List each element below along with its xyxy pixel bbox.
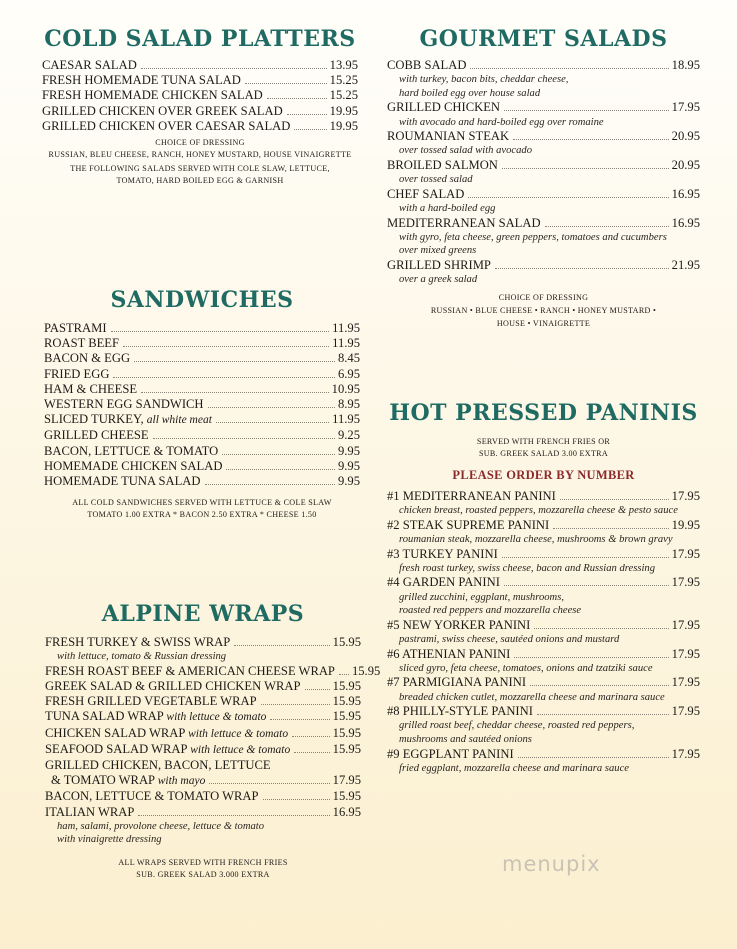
menu-item-name: CHICKEN SALAD WRAP with lettuce & tomato (45, 725, 289, 740)
menu-item-price: 17.95 (671, 617, 700, 632)
gourmet-section (387, 26, 700, 329)
wrap-item (45, 635, 361, 664)
panini-item (387, 618, 700, 647)
leader-dots (294, 129, 326, 130)
leader-dots (305, 689, 330, 690)
menu-item-name: MEDITERRANEAN SALAD (387, 215, 541, 230)
leader-dots (270, 719, 329, 720)
leader-dots (261, 704, 330, 705)
menu-item-name: #7 PARMIGIANA PANINI (387, 675, 527, 690)
leader-dots (553, 528, 668, 529)
menu-item-name: #4 GARDEN PANINI (387, 575, 500, 590)
leader-dots (134, 361, 335, 362)
menu-item-price: 20.95 (671, 157, 700, 172)
menu-item-description: over a greek salad (399, 274, 478, 286)
cold-salad-item (42, 58, 358, 73)
panini-item (387, 747, 700, 776)
menu-item-description: ham, salami, provolone cheese, lettuce & tomato (57, 820, 265, 832)
wraps-list (45, 635, 381, 758)
wraps-title: ALPINE WRAPS (101, 601, 305, 627)
leader-dots (245, 83, 327, 84)
menu-item-name: COBB SALAD (387, 58, 467, 72)
leader-dots (209, 783, 329, 784)
menu-item-name: GRILLED SHRIMP (387, 257, 491, 272)
panini-item (387, 675, 700, 704)
gourmet-dressing-options-2: HOUSE • VINAIGRETTE (496, 318, 591, 328)
menu-item-name: #9 EGGPLANT PANINI (387, 746, 514, 761)
menu-item-name: #2 STEAK SUPREME PANINI (387, 517, 550, 532)
sandwich-item (44, 367, 360, 382)
menu-item-description: breaded chicken cutlet, mozzarella cheese and marinara sauce (399, 691, 665, 703)
leader-dots (537, 714, 669, 715)
leader-dots (208, 407, 335, 408)
menu-item-description: over tossed salad (399, 174, 473, 186)
menu-item-note: with lettuce & tomato (188, 727, 289, 740)
menu-item-price: 15.25 (329, 73, 358, 88)
leader-dots (292, 736, 330, 737)
panini-item (387, 518, 700, 547)
dressing-options: RUSSIAN, BLEU CHEESE, RANCH, HONEY MUSTARD, HOUSE VINAIGRETTE (48, 149, 352, 159)
menu-item-name: BROILED SALMON (387, 157, 498, 172)
menu-item-price: 9.95 (337, 474, 360, 489)
leader-dots (294, 752, 329, 753)
menu-item-name: BACON, LETTUCE & TOMATO WRAP (45, 789, 259, 804)
menu-item-name: GRILLED CHICKEN, BACON, LETTUCE (45, 758, 271, 773)
order-by-number-heading: PLEASE ORDER BY NUMBER (452, 468, 635, 482)
gourmet-salad-item (387, 129, 700, 158)
menu-item-price: 15.95 (332, 741, 361, 756)
menu-item-price: 15.95 (332, 789, 361, 804)
gourmet-salad-item (387, 187, 700, 216)
leader-dots (287, 114, 327, 115)
wrap-item (45, 709, 361, 725)
leader-dots (502, 557, 669, 558)
menu-item-name: FRESH TURKEY & SWISS WRAP (45, 635, 231, 649)
gourmet-title: GOURMET SALADS (419, 26, 668, 52)
wrap-item-blt (45, 789, 361, 804)
menu-item-note: with lettuce & tomato (190, 743, 291, 756)
menu-item-price: 21.95 (671, 257, 700, 272)
leader-dots (138, 815, 329, 816)
leader-dots (514, 657, 668, 658)
panini-item (387, 704, 700, 746)
leader-dots (339, 674, 349, 675)
menu-item-name: #6 ATHENIAN PANINI (387, 646, 511, 661)
menu-item-description: pastrami, swiss cheese, sautéed onions and mustard (399, 633, 620, 645)
menu-item-description: over mixed greens (399, 245, 477, 257)
menu-item-price: 19.95 (329, 103, 358, 118)
menu-item-price: 17.95 (671, 646, 700, 661)
menu-item-price: 8.45 (337, 351, 360, 366)
menu-item-name: CHEF SALAD (387, 186, 465, 201)
leader-dots (560, 499, 669, 500)
menu-item-price: 17.95 (671, 675, 700, 690)
menu-item-price: 15.95 (332, 635, 361, 649)
menu-item-name: FRESH GRILLED VEGETABLE WRAP (45, 694, 257, 709)
leader-dots (153, 438, 335, 439)
sandwich-item (44, 382, 360, 397)
panini-item (387, 489, 700, 518)
leader-dots (141, 68, 327, 69)
panini-item (387, 575, 700, 617)
paninis-section (387, 400, 700, 775)
wrap-item (45, 694, 361, 709)
leader-dots (530, 685, 669, 686)
leader-dots (205, 484, 335, 485)
cold-salad-section (42, 26, 358, 186)
menu-item-description: with gyro, feta cheese, green peppers, tomatoes and cucumbers (399, 231, 667, 243)
cold-salad-item (42, 88, 358, 103)
leader-dots (263, 799, 330, 800)
gourmet-salad-item (387, 216, 700, 258)
wrap-item-italian (45, 805, 361, 820)
leader-dots (468, 197, 668, 198)
menu-item-price: 16.95 (332, 804, 361, 819)
menu-item-description: fresh roast turkey, swiss cheese, bacon and Russian dressing (399, 562, 655, 574)
paninis-title: HOT PRESSED PANINIS (389, 400, 698, 426)
menu-item-description: over tossed salad with avocado (399, 145, 532, 157)
menu-item-description: with a hard-boiled egg (399, 202, 496, 214)
wrap-item-grilled-chicken (45, 758, 361, 789)
menu-item-name: & TOMATO WRAP with mayo (51, 773, 206, 788)
sandwich-item (44, 351, 360, 366)
leader-dots (222, 454, 335, 455)
menu-item-price: 9.25 (337, 428, 360, 443)
menu-item-name: BACON, LETTUCE & TOMATO (44, 443, 219, 458)
menu-item-name: #1 MEDITERRANEAN PANINI (387, 489, 556, 503)
menu-item-description: grilled roast beef, cheddar cheese, roasted red peppers, (399, 720, 635, 732)
leader-dots (502, 168, 669, 169)
menu-item-price: 9.95 (337, 443, 360, 458)
leader-dots (226, 469, 335, 470)
menu-item-name: FRESH HOMEMADE CHICKEN SALAD (42, 88, 263, 103)
menu-item-price: 17.95 (332, 773, 361, 788)
leader-dots (534, 628, 668, 629)
menu-item-description: with lettuce, tomato & Russian dressing (57, 651, 227, 663)
gourmet-salad-item (387, 100, 700, 129)
menu-item-price: 9.95 (337, 458, 360, 473)
menu-item-name: CAESAR SALAD (42, 58, 137, 72)
menu-item-price: 15.95 (332, 725, 361, 740)
sandwich-item (44, 397, 360, 412)
menu-item-price: 11.95 (332, 321, 360, 335)
cold-salad-item (42, 73, 358, 88)
menu-item-price: 20.95 (671, 129, 700, 144)
sandwiches-section (44, 287, 360, 520)
leader-dots (141, 392, 329, 393)
menu-item-price: 15.95 (332, 709, 361, 724)
gourmet-salad-item (387, 258, 700, 287)
menu-item-price: 17.95 (671, 575, 700, 590)
menu-item-price: 16.95 (671, 186, 700, 201)
cold-salad-list (42, 58, 358, 134)
menu-item-description: with avocado and hard-boiled egg over romaine (399, 116, 604, 128)
menu-item-name: GRILLED CHICKEN (387, 100, 500, 115)
menu-item-description: sliced gyro, feta cheese, tomatoes, onions and tzatziki sauce (399, 662, 653, 674)
cold-salad-served-note-2: TOMATO, HARD BOILED EGG & GARNISH (116, 175, 284, 185)
paninis-served-note: SERVED WITH FRENCH FRIES OR (476, 437, 611, 446)
gourmet-list (387, 58, 700, 287)
leader-dots (504, 585, 669, 586)
menu-item-price: 18.95 (671, 58, 700, 72)
wraps-served-note: ALL WRAPS SERVED WITH FRENCH FRIES (118, 858, 288, 868)
menu-item-price: 10.95 (331, 381, 360, 396)
menu-item-description: with vinaigrette dressing (57, 834, 162, 846)
sandwiches-title: SANDWICHES (110, 287, 294, 313)
menu-item-name: ROUMANIAN STEAK (387, 129, 510, 144)
cold-salad-item (42, 104, 358, 119)
sandwiches-served-note: ALL COLD SANDWICHES SERVED WITH LETTUCE & COLE SLAW (72, 498, 332, 508)
sandwiches-list (44, 321, 360, 489)
menu-item-name: FRESH ROAST BEEF & AMERICAN CHEESE WRAP (45, 663, 335, 678)
wrap-item (45, 663, 381, 679)
leader-dots (545, 226, 669, 227)
menu-item-name: #5 NEW YORKER PANINI (387, 617, 531, 632)
menu-item-price: 19.95 (671, 517, 700, 532)
wraps-section (45, 601, 381, 880)
menu-item-price: 8.95 (337, 397, 360, 412)
dressing-label: CHOICE OF DRESSING (155, 138, 245, 148)
menu-item-name: BACON & EGG (44, 351, 131, 366)
cold-salad-title: COLD SALAD PLATTERS (44, 26, 356, 52)
menu-item-name: #8 PHILLY-STYLE PANINI (387, 704, 533, 719)
menu-item-price: 15.95 (351, 663, 381, 678)
menu-item-price: 17.95 (671, 100, 700, 115)
leader-dots (123, 346, 329, 347)
menu-item-name: TUNA SALAD WRAP with lettuce & tomato (45, 709, 267, 724)
leader-dots (470, 68, 668, 69)
sandwiches-extras-note: TOMATO 1.00 EXTRA * BACON 2.50 EXTRA * CHEESE 1.50 (87, 509, 317, 519)
menu-item-price: 15.95 (332, 694, 361, 709)
menu-item-description: fried eggplant, mozzarella cheese and marinara sauce (399, 762, 629, 774)
wrap-item (45, 742, 361, 758)
menu-item-note: with lettuce & tomato (166, 711, 267, 724)
leader-dots (216, 422, 329, 423)
menu-item-price: 11.95 (332, 412, 360, 427)
wrap-item (45, 726, 361, 742)
menu-item-description: grilled zucchini, eggplant, mushrooms, (399, 591, 564, 603)
menu-item-description: roumanian steak, mozzarella cheese, mushrooms & brown gravy (399, 534, 673, 545)
sandwich-item (44, 336, 360, 351)
leader-dots (113, 377, 335, 378)
sandwich-item (44, 412, 360, 428)
panini-item (387, 647, 700, 676)
cold-salad-item (42, 119, 358, 134)
sandwich-item (44, 321, 360, 336)
gourmet-dressing-options: RUSSIAN • BLUE CHEESE • RANCH • HONEY MUSTARD • (430, 306, 657, 316)
paninis-list (387, 489, 700, 775)
menu-item-name: ROAST BEEF (44, 336, 119, 351)
leader-dots (267, 98, 327, 99)
menu-item-price: 17.95 (671, 746, 700, 761)
menupix-watermark: menupix (502, 852, 601, 876)
menu-item-name: FRESH HOMEMADE TUNA SALAD (42, 73, 241, 88)
menu-item-price: 15.25 (329, 88, 358, 103)
menu-item-description: chicken breast, roasted peppers, mozzarella cheese & pesto sauce (399, 505, 678, 517)
menu-item-name: WESTERN EGG SANDWICH (44, 397, 204, 412)
menu-item-description: hard boiled egg over house salad (399, 87, 541, 99)
leader-dots (504, 110, 669, 111)
menu-item-name: HOMEMADE CHICKEN SALAD (44, 458, 223, 473)
menu-item-description: mushrooms and sautéed onions (399, 733, 532, 745)
menu-item-name: SEAFOOD SALAD WRAP with lettuce & tomato (45, 741, 291, 756)
menu-item-price: 17.95 (671, 546, 700, 561)
leader-dots (234, 645, 329, 646)
sandwich-item (44, 444, 360, 459)
wrap-item (45, 679, 361, 694)
menu-item-name: SLICED TURKEY, all white meat (44, 412, 212, 427)
menu-item-name: HOMEMADE TUNA SALAD (44, 474, 201, 489)
menu-item-description: with turkey, bacon bits, cheddar cheese, (399, 74, 569, 86)
menu-item-price: 19.95 (329, 118, 358, 133)
leader-dots (111, 331, 330, 332)
menu-item-name: FRIED EGG (44, 366, 110, 381)
menu-item-price: 6.95 (337, 366, 360, 381)
menu-item-name: PASTRAMI (44, 321, 107, 335)
leader-dots (495, 268, 669, 269)
sandwich-item (44, 459, 360, 474)
menu-item-price: 11.95 (332, 336, 360, 351)
menu-item-name: GRILLED CHICKEN OVER GREEK SALAD (42, 103, 283, 118)
gourmet-salad-item (387, 58, 700, 100)
menu-item-price: 17.95 (671, 704, 700, 719)
gourmet-salad-item (387, 158, 700, 187)
panini-item (387, 547, 700, 576)
sandwich-item (44, 428, 360, 443)
wraps-sub-note: SUB. GREEK SALAD 3.000 EXTRA (136, 869, 270, 879)
cold-salad-served-note: THE FOLLOWING SALADS SERVED WITH COLE SLAW, LETTUCE, (70, 164, 330, 174)
menu-item-name: GRILLED CHICKEN OVER CAESAR SALAD (42, 118, 291, 133)
menu-item-description: roasted red peppers and mozzarella cheese (399, 605, 582, 617)
menu-item-name: HAM & CHEESE (44, 381, 138, 396)
menu-item-name: #3 TURKEY PANINI (387, 546, 498, 561)
leader-dots (513, 139, 669, 140)
menu-item-note: all white meat (146, 414, 212, 427)
menu-item-price: 17.95 (671, 489, 700, 503)
menu-item-name: ITALIAN WRAP (45, 804, 135, 819)
gourmet-dressing-label: CHOICE OF DRESSING (498, 292, 589, 302)
paninis-sub-note: SUB. GREEK SALAD 3.00 EXTRA (478, 448, 609, 458)
menu-item-name: GREEK SALAD & GRILLED CHICKEN WRAP (45, 679, 301, 693)
menu-item-price: 13.95 (329, 58, 358, 72)
leader-dots (518, 757, 669, 758)
sandwich-item (44, 474, 360, 489)
menu-item-price: 16.95 (671, 215, 700, 230)
menu-item-price: 15.95 (332, 679, 361, 693)
menu-item-name: GRILLED CHEESE (44, 428, 149, 443)
